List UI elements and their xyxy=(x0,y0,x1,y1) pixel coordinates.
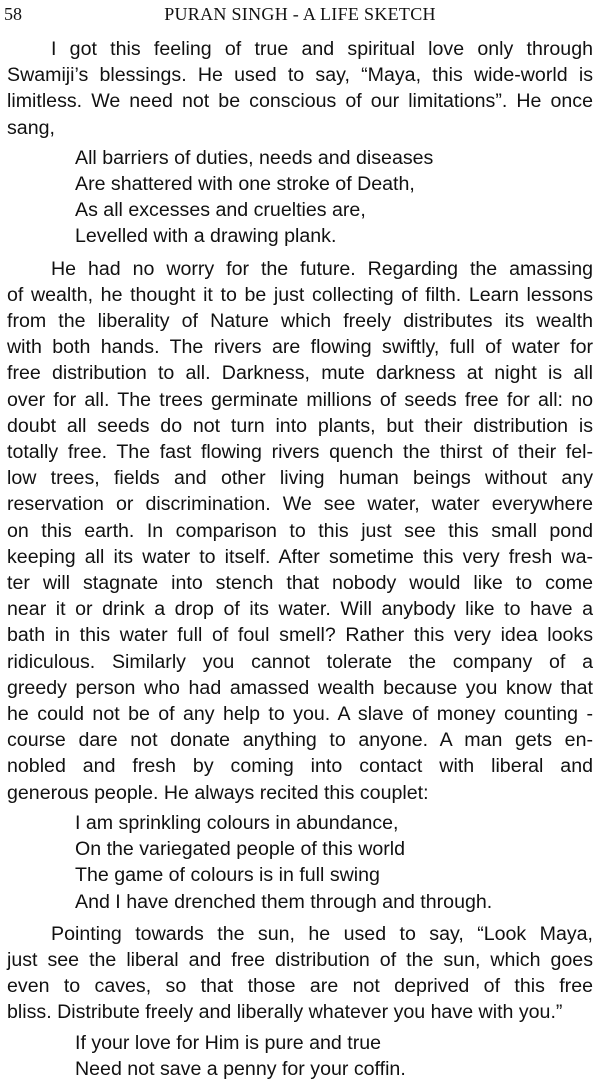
text-line: totally free. The fast flowing rivers quench the thirst of their fel- xyxy=(7,441,593,464)
text-line: of wealth, he thought it to be just collecting of filth. Learn lessons xyxy=(7,283,593,306)
text-line: bliss. Distribute freely and liberally whatever you have with you.” xyxy=(7,1001,563,1024)
text-line: I got this feeling of true and spiritual love only through xyxy=(51,38,593,60)
text-line: Swamiji’s blessings. He used to say, “Maya, this wide-world is xyxy=(7,64,593,87)
verse-line: Need not save a penny for your coffin. xyxy=(75,1057,406,1080)
paragraph-1 xyxy=(7,36,593,141)
text-line: limitless. We need not be conscious of our limitations”. He once xyxy=(7,90,593,113)
text-line: just see the liberal and free distribution of the sun, which goes xyxy=(7,948,593,971)
verse-line: Levelled with a drawing plank. xyxy=(75,225,337,248)
text-line: Pointing towards the sun, he used to say, “Look Maya, xyxy=(51,922,593,945)
paragraph-3 xyxy=(7,921,593,1026)
text-line: low trees, fields and other living human beings without any xyxy=(7,467,593,490)
text-line: nobled and fresh by coming into contact with liberal and xyxy=(7,755,593,778)
verse-2 xyxy=(75,810,593,915)
text-line: reservation or discrimination. We see water, water everywhere xyxy=(7,493,593,516)
text-line: on this earth. In comparison to this just see this small pond xyxy=(7,519,593,542)
verse-line: The game of colours is in full swing xyxy=(75,864,380,887)
text-line: over for all. The trees germinate millions of seeds free for all: no xyxy=(7,388,593,411)
text-line: near it or drink a drop of its water. Will anybody like to have a xyxy=(7,598,593,621)
text-line: doubt all seeds do not turn into plants, but their distribution is xyxy=(7,414,593,437)
running-title: PURAN SINGH - A LIFE SKETCH xyxy=(164,4,436,24)
text-line: he could not be of any help to you. A slave of money counting - xyxy=(7,703,593,726)
text-line: with both hands. The rivers are flowing swiftly, full of water for xyxy=(7,336,593,359)
page-body xyxy=(7,36,593,1088)
paragraph-2 xyxy=(7,256,593,806)
verse-line: All barriers of duties, needs and diseases xyxy=(75,146,434,169)
text-line: free distribution to all. Darkness, mute darkness at night is all xyxy=(7,362,593,385)
verse-line: I am sprinkling colours in abundance, xyxy=(75,811,399,834)
verse-line: And I have drenched them through and through. xyxy=(75,890,493,913)
text-line: He had no worry for the future. Regarding the amassing xyxy=(51,257,593,280)
text-line: course dare not donate anything to anyone. A man gets en- xyxy=(7,729,593,752)
text-line: bath in this water full of foul smell? Rather this very idea looks xyxy=(7,624,593,647)
text-line: ridiculous. Similarly you cannot tolerate the company of a xyxy=(7,650,593,673)
text-line: sang, xyxy=(7,116,55,139)
verse-line: If your love for Him is pure and true xyxy=(75,1031,382,1054)
text-line: ter will stagnate into stench that nobody would like to come xyxy=(7,572,593,595)
text-line: even to caves, so that those are not deprived of this free xyxy=(7,975,593,998)
page-header xyxy=(0,4,600,28)
text-line: from the liberality of Nature which freely distributes its wealth xyxy=(7,310,593,333)
text-line: generous people. He always recited this couplet: xyxy=(7,781,429,804)
text-line: greedy person who had amassed wealth because you know that xyxy=(7,676,593,699)
verse-3 xyxy=(75,1030,593,1082)
verse-line: Are shattered with one stroke of Death, xyxy=(75,173,415,196)
verse-line: On the variegated people of this world xyxy=(75,838,406,861)
verse-1 xyxy=(75,145,593,250)
page-number: 58 xyxy=(4,4,22,24)
text-line: keeping all its water to itself. After sometime this very fresh wa- xyxy=(7,545,593,568)
verse-line: As all excesses and cruelties are, xyxy=(75,199,366,222)
